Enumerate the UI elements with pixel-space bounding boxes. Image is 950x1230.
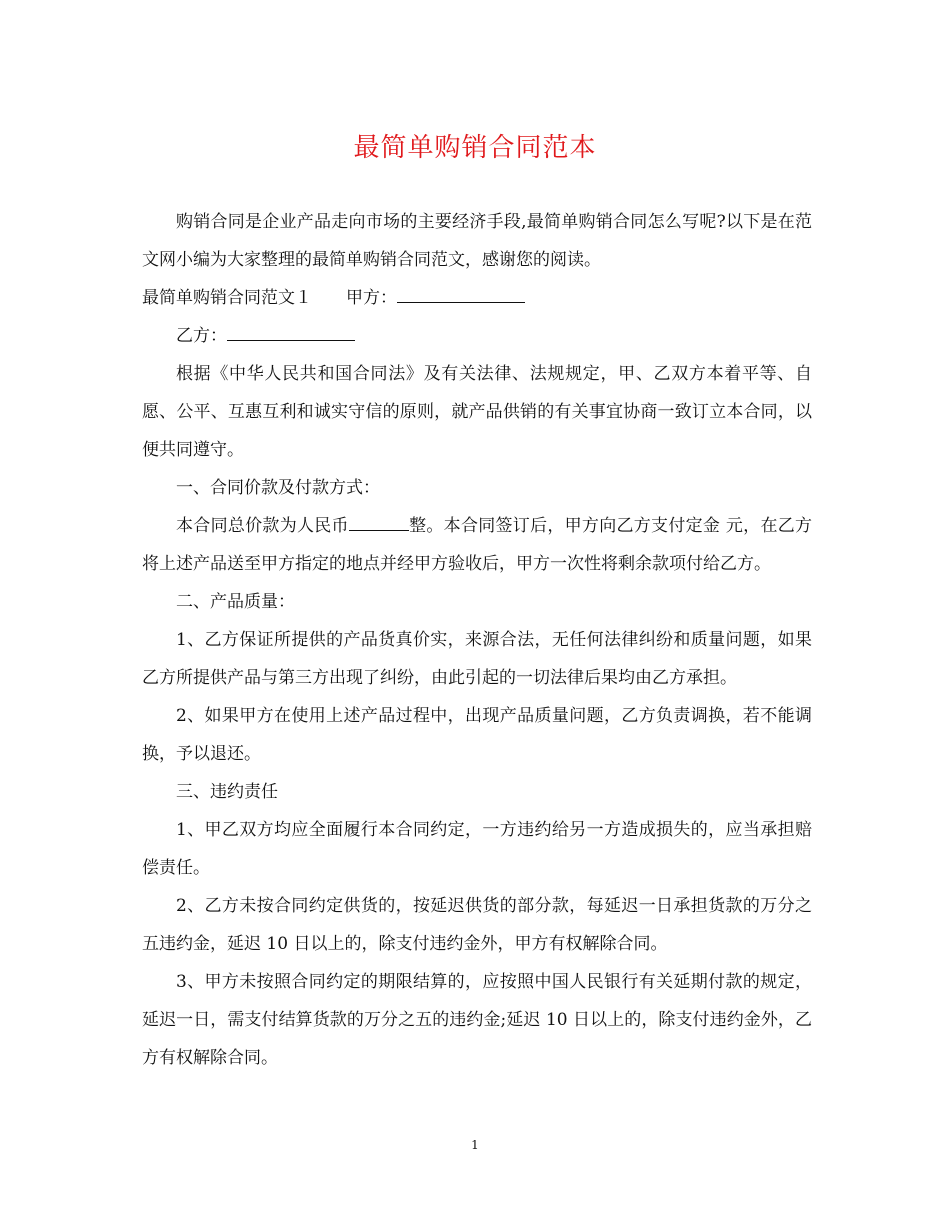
party-b-blank [227, 318, 355, 341]
preamble-paragraph: 根据《中华人民共和国合同法》及有关法律、法规规定，甲、乙双方本着平等、自愿、公平、互惠互利和诚实守信的原则，就产品供销的有关事宜协商一致订立本合同，以便共同遵守。 [142, 364, 812, 460]
party-a-blank [397, 280, 525, 303]
section-2-item-1: 1、乙方保证所提供的产品货真价实，来源合法，无任何法律纠纷和质量问题，如果乙方所提供产品与第三方出现了纠纷，由此引起的一切法律后果均由乙方承担。 [142, 630, 812, 688]
section-3-item-2: 2、乙方未按合同约定供货的，按延迟供货的部分款，每延迟一日承担货款的万分之五违约金，延迟 10 日以上的，除支付违约金外，甲方有权解除合同。 [142, 896, 812, 954]
document-title: 最简单购销合同范本 [353, 133, 597, 163]
section-2-item-2: 2、如果甲方在使用上述产品过程中，出现产品质量问题，乙方负责调换，若不能调换，予以退还。 [142, 706, 812, 764]
section-3-item-3: 3、甲方未按照合同约定的期限结算的，应按照中国人民银行有关延期付款的规定，延迟一日，需支付结算货款的万分之五的违约金;延迟 10 日以上的，除支付违约金外，乙方有权解除合同。 [142, 972, 812, 1068]
section-2-heading: 二、产品质量： [176, 592, 295, 612]
section-3-item-1: 1、甲乙双方均应全面履行本合同约定，一方违约给另一方造成损失的，应当承担赔偿责任。 [142, 820, 812, 878]
total-price-blank [349, 508, 409, 531]
section-1-text-before-blank: 本合同总价款为人民币 [176, 516, 349, 536]
document-body [142, 203, 812, 1077]
section-1-paragraph [142, 507, 812, 583]
party-b-label: 乙方： [176, 326, 227, 346]
section-3-heading: 三、违约责任 [176, 782, 278, 802]
sample-heading-line [142, 279, 812, 317]
section-1-heading: 一、合同价款及付款方式： [176, 478, 380, 498]
section-1-text-after-blank: 整。本合同签订后，甲方向乙方支付定金 元，在乙方将上述产品送至甲方指定的地点并经甲方验收后，甲方一次性将剩余款项付给乙方。 [142, 516, 813, 574]
party-b-line [142, 317, 812, 355]
sample-heading: 最简单购销合同范文１ [142, 288, 312, 308]
intro-paragraph: 购销合同是企业产品走向市场的主要经济手段,最简单购销合同怎么写呢?以下是在范文网小编为大家整理的最简单购销合同范文，感谢您的阅读。 [142, 212, 812, 270]
page-number: 1 [471, 1138, 479, 1152]
party-a-label: 甲方： [346, 288, 397, 308]
